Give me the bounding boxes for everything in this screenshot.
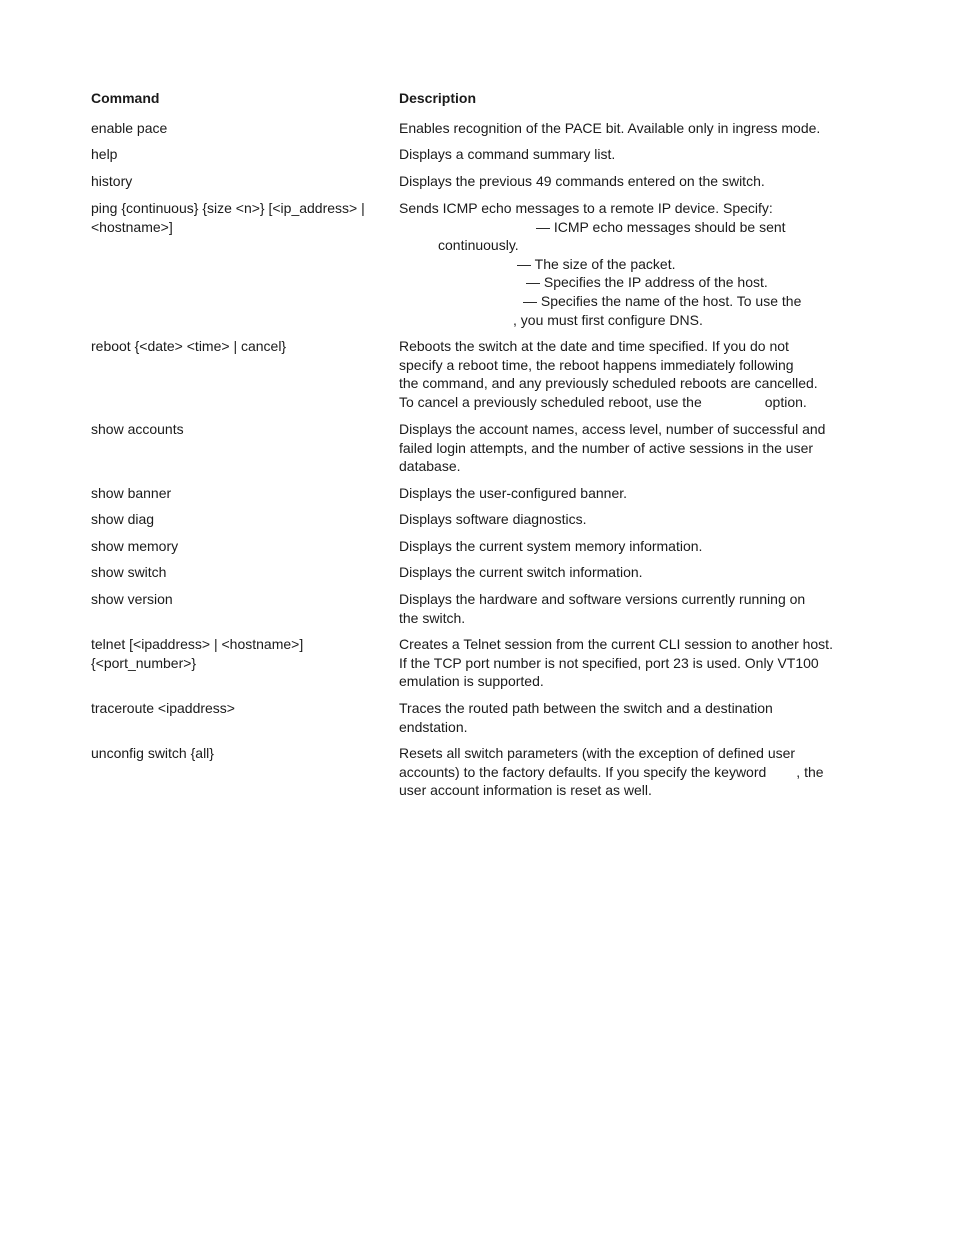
table-row-description [399, 119, 844, 138]
table-row-description [399, 484, 844, 503]
description-text: the switch. [399, 609, 466, 626]
command-text: show banner [91, 485, 172, 501]
table-row-description [399, 199, 844, 329]
description-text: accounts) to the factory defaults. If you specify the keyword [399, 763, 767, 780]
description-text: — Specifies the IP address of the host. [526, 274, 768, 291]
description-text: — Specifies the name of the host. To use the [523, 292, 802, 309]
table-row-command [91, 510, 386, 529]
description-text: Displays the previous 49 commands entered on the switch. [399, 173, 765, 189]
description-text: Displays the hardware and software versions currently running on [399, 591, 806, 607]
command-text: {<port_number>} [91, 654, 197, 671]
description-text: Resets all switch parameters (with the exception of defined user [399, 745, 796, 761]
table-row-description [399, 145, 844, 164]
command-text: unconfig switch {all} [91, 745, 214, 761]
command-text: help [91, 146, 118, 162]
description-text: failed login attempts, and the number of active sessions in the user [399, 439, 814, 456]
header-command: Command [91, 90, 160, 106]
description-text: Displays the current system memory information. [399, 538, 703, 554]
description-text: Enables recognition of the PACE bit. Available only in ingress mode. [399, 120, 821, 136]
description-text: Displays the current switch information. [399, 564, 643, 580]
table-row-description [399, 699, 844, 736]
table-row-command [91, 420, 386, 439]
table-row-command [91, 537, 386, 556]
table-row-description [399, 744, 844, 800]
description-text: Displays the user-configured banner. [399, 485, 628, 501]
table-row-description [399, 635, 844, 691]
description-text: Displays software diagnostics. [399, 511, 587, 527]
table-row-command [91, 172, 386, 191]
description-text: If the TCP port number is not specified, port 23 is used. Only VT100 [399, 654, 819, 671]
description-text: continuously. [438, 237, 519, 254]
command-text: show memory [91, 538, 179, 554]
table-row-description [399, 590, 844, 627]
command-text: reboot {<date> <time> | cancel} [91, 338, 287, 354]
description-text: , you must first configure DNS. [513, 311, 703, 328]
table-row-command [91, 337, 386, 356]
command-text: show accounts [91, 421, 184, 437]
table-row-command [91, 199, 386, 236]
description-text: Traces the routed path between the switch and a destination [399, 700, 773, 716]
description-text: emulation is supported. [399, 673, 544, 690]
description-text: , the [796, 763, 824, 780]
header-description: Description [399, 90, 477, 106]
description-text: To cancel a previously scheduled reboot, use the [399, 393, 702, 410]
table-row-command [91, 119, 386, 138]
table-row-description [399, 537, 844, 556]
description-text: Creates a Telnet session from the current CLI session to another host. [399, 636, 833, 652]
command-text: show version [91, 591, 173, 607]
table-row-description [399, 510, 844, 529]
command-text: enable pace [91, 120, 168, 136]
description-text: database. [399, 458, 461, 475]
description-text: user account information is reset as well. [399, 782, 652, 799]
table-row-command [91, 635, 386, 672]
command-text: history [91, 173, 133, 189]
table-row-command [91, 590, 386, 609]
table-row-command [91, 145, 386, 164]
description-text: — ICMP echo messages should be sent [536, 218, 786, 235]
description-line [399, 763, 844, 782]
table-row-description [399, 420, 844, 476]
description-text: endstation. [399, 718, 468, 735]
description-text: option. [764, 393, 807, 410]
table-row-description [399, 563, 844, 582]
description-text: — The size of the packet. [517, 255, 676, 272]
description-text: Displays the account names, access level, number of successful and [399, 421, 826, 437]
command-text: ping {continuous} {size <n>} [<ip_address> | [91, 200, 365, 216]
command-text: show diag [91, 511, 155, 527]
table-row-command [91, 744, 386, 763]
description-text: specify a reboot time, the reboot happens immediately following [399, 356, 794, 373]
command-text: show switch [91, 564, 167, 580]
command-text: <hostname>] [91, 218, 173, 235]
table-row-description [399, 172, 844, 191]
table-row-command [91, 563, 386, 582]
table-row-description [399, 337, 844, 411]
description-text: the command, and any previously scheduled reboots are cancelled. [399, 375, 818, 392]
description-text: Sends ICMP echo messages to a remote IP device. Specify: [399, 200, 773, 216]
command-text: traceroute <ipaddress> [91, 700, 235, 716]
description-text: Displays a command summary list. [399, 146, 616, 162]
description-line [399, 393, 844, 412]
command-text: telnet [<ipaddress> | <hostname>] [91, 636, 304, 652]
table-row-command [91, 484, 386, 503]
table-row-command [91, 699, 386, 718]
description-text: Reboots the switch at the date and time specified. If you do not [399, 338, 789, 354]
